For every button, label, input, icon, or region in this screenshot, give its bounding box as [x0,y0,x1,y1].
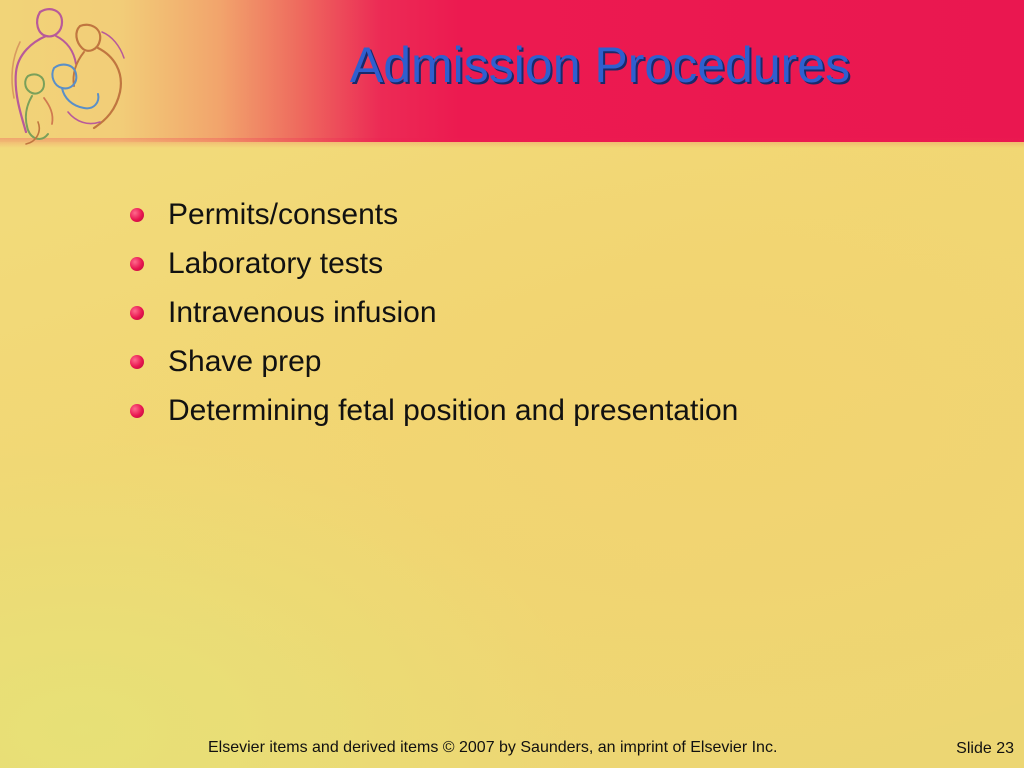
bullet-item [130,386,738,435]
bullet-text: Permits/consents [168,197,399,231]
bullet-text: Laboratory tests [168,246,384,280]
bullet-item [130,288,738,337]
bullet-list [130,190,738,435]
bullet-dot-icon [130,306,144,320]
bullet-dot-icon [130,404,144,418]
bullet-text: Shave prep [168,344,322,378]
bullet-item [130,190,738,239]
bullet-item [130,239,738,288]
bullet-dot-icon [130,208,144,222]
bullet-item [130,337,738,386]
bullet-text: Determining fetal position and presentation [168,393,739,427]
bullet-dot-icon [130,257,144,271]
slide-number: Slide 23 [956,740,1014,757]
slide-title: Admission Procedures [349,37,851,93]
bullet-dot-icon [130,355,144,369]
header-shadow [0,138,1024,148]
copyright-footer: Elsevier items and derived items © 2007 by Saunders, an imprint of Elsevier Inc. [208,739,778,756]
family-sketch-logo-icon [2,2,142,147]
bullet-text: Intravenous infusion [168,295,437,329]
